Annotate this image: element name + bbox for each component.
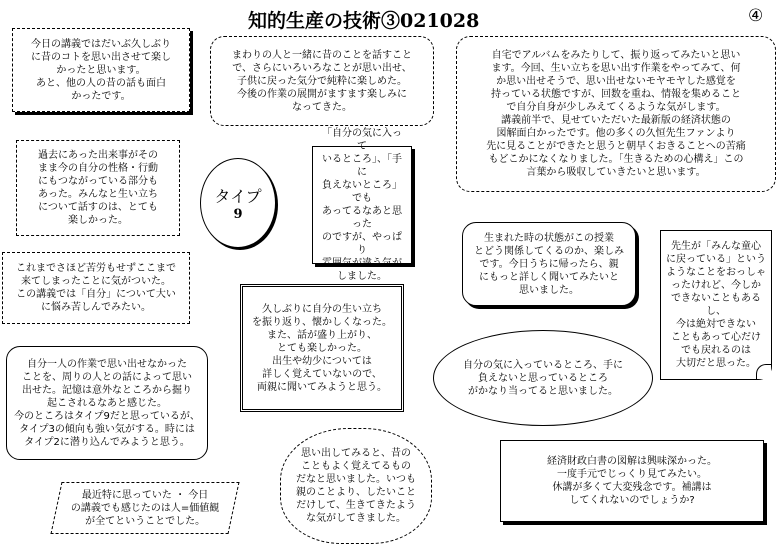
note-card: 思い出してみると、昔の こともよく覚えてるもの だなと思いました。いつも 親のことより、したいこと だけして、生きてきたよう な気がしてきました。 <box>280 428 432 544</box>
type-badge-label: タイプ <box>214 187 262 206</box>
note-card: 「自分の気に入って いるところ」、「手に 負えないところ」でも あってるなあと思った のですが、やっぱり 雰囲気が違う気が しました。 <box>312 146 412 264</box>
note-card: 今日の講義ではだいぶ久しぶり に昔のコトを思い出させて楽し かったと思います。 あと、他の人の昔の話も面白 かったです。 <box>12 28 190 112</box>
note-card: 経済財政白書の図解は興味深かった。 一度手元でじっくり見てみたい。 休講が多くて大変残念です。補講は してくれないのでしょうか? <box>500 440 764 522</box>
note-text: 最近特に思っていた ・ 今日 の講義でも感じたのは人=価値観 が全てということでした。 <box>70 489 220 527</box>
folded-corner <box>756 364 771 379</box>
note-card: 自宅でアルバムをみたりして、振り返ってみたいと思い ます。今回、生い立ちを思い出す作業をやってみて、何 か思い出せそうで、思い出せないモヤモヤした感覚を 持っている状態ですが、回数を重ね、情報を集めること で自分自身が少しみえてくるような気がします。 講義前半で、見せていただいた最新版の経済状態の 図解面白かったです。他の多くの久恒先生ファンより 先に見ることができたと思うと朝早くおきることへの苦痛 もどこかになくなりました。「生きるための心構え」この 言葉から吸収していきたいと思います。 <box>456 36 776 192</box>
page-title: 知的生産の技術③021028 <box>248 10 480 32</box>
note-card: 自分一人の作業で思い出せなかった ことを、周りの人との話によって思い 出せた。記憶は意外なところから掘り 起こされるなあと感じた。 今のところはタイプ9だと思っているが、 タイプ3の傾向も強い気がする。時には タイプ2に潜り込んでみようと思う。 <box>6 346 208 460</box>
type-badge-number: 9 <box>233 207 243 222</box>
page-number: ④ <box>748 6 764 26</box>
note-card: 自分の気に入っているところ、手に 負えないと思っているところ がかなり当ってると思いました。 <box>433 330 653 426</box>
note-card: 久しぶりに自分の生い立ち を振り返り、懐かしくなった。 また、話が盛り上がり、 とても楽しかった。 出生や幼少については 詳しく覚えていないので、 両親に聞いてみようと思う。 <box>240 284 404 412</box>
note-card: 過去にあった出来事がその まま今の自分の性格・行動 にもつながっている部分も あった。みんなと生い立ち について話すのは、とても 楽しかった。 <box>16 140 180 236</box>
note-card: まわりの人と一緒に昔のことを話すこと で、さらにいろいろなことが思い出せ、 子供に戻った気分で純粋に楽しめた。 今後の作業の展開がますます楽しみに なってきた。 <box>210 36 434 126</box>
note-card: 生まれた時の状態がこの授業 とどう関係してくるのか、楽しみ です。今日うちに帰ったら、親 にもっと詳しく聞いてみたいと 思いました。 <box>462 222 636 306</box>
note-card-slanted <box>50 482 239 534</box>
type-badge <box>200 158 276 248</box>
note-card: これまでさほど苦労もせずここまで 来てしまったことに気がついた。 この講義では「自分」について大い に悩み苦しんでみたい。 <box>2 252 190 324</box>
note-card: 先生が「みんな童心 に戻っている」という ようなことをおっしゃ ったけれど、今しか できないこともあるし、 今は絶対できない こともあって心だけ でも戻れるのは 大切だと思った。 <box>660 230 772 380</box>
